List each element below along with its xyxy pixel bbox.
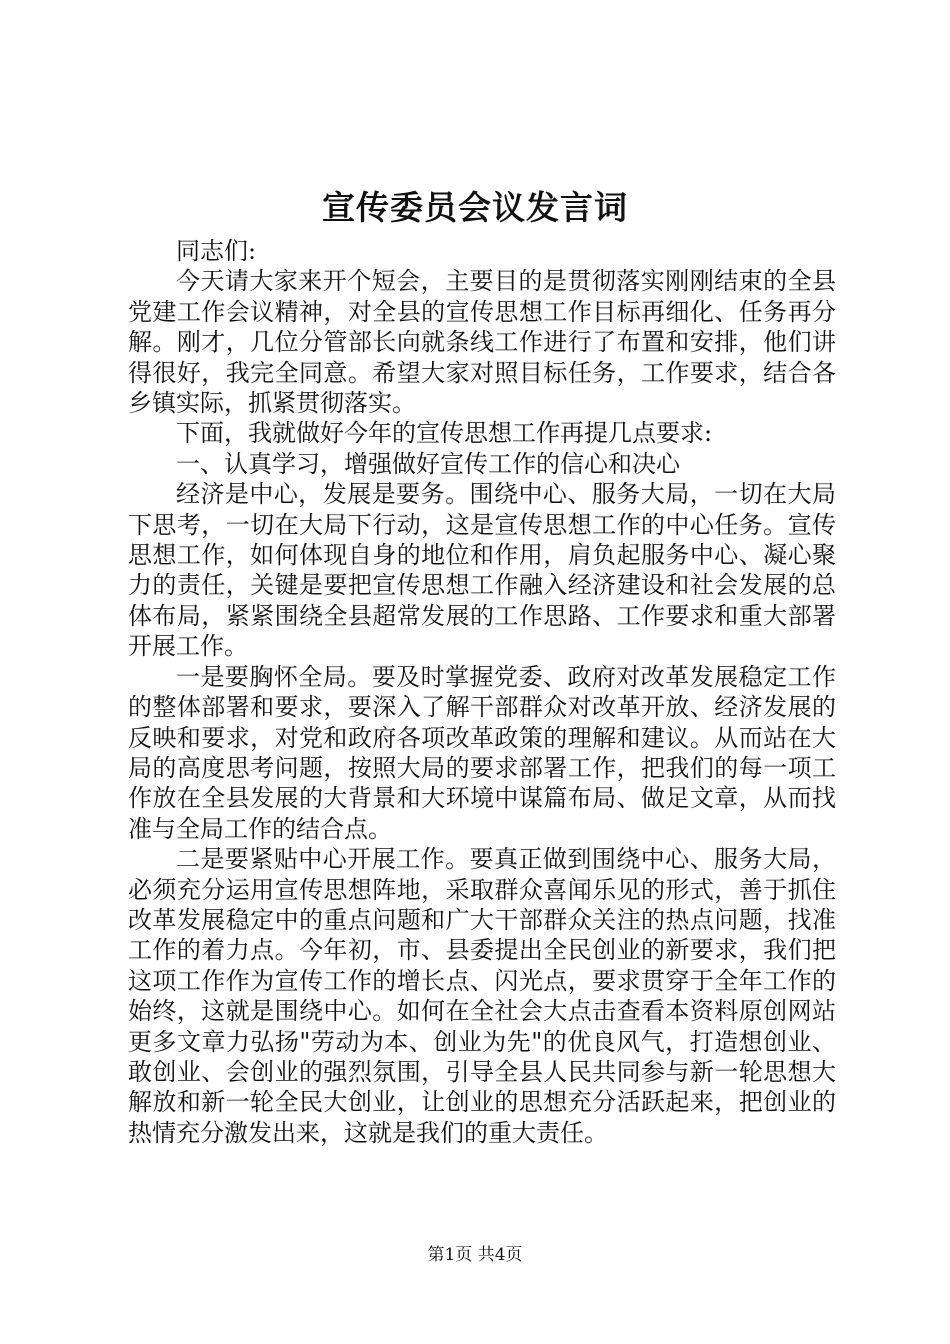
paragraph-center-work: 二是要紧贴中心开展工作。要真正做到围绕中心、服务大局，必须充分运用宣传思想阵地，采取群众喜闻乐见的形式，善于抓住改革发展稳定中的重点问题和广大干部群众关注的热点问题，找准工作的着力点。今年初，市、县委提出全民创业的新要求，我们把这项工作作为宣传工作的增长点、闪光点，要求贯穿于全年工作的始终，这就是围绕中心。如何在全社会大点击查看本资料原创网站更多文章力弘扬"劳动为本、创业为先"的优良风气，打造想创业、敢创业、会创业的强烈氛围，引导全县人民共同参与新一轮思想大解放和新一轮全民大创业，让创业的思想充分活跃起来，把创业的热情充分激发出来，这就是我们的重大责任。: [128, 845, 836, 1147]
paragraph-salutation: 同志们:: [176, 237, 257, 265]
document-body: [128, 236, 836, 1148]
paragraph-overall-view: 一是要胸怀全局。要及时掌握党委、政府对改革发展稳定工作的整体部署和要求，要深入了解干部群众对改革开放、经济发展的反映和要求，对党和政府各项改革政策的理解和建议。从而站在大局的高度思考问题，按照大局的要求部署工作，把我们的每一项工作放在全县发展的大背景和大环境中谋篇布局、做足文章，从而找准与全局工作的结合点。: [128, 662, 836, 843]
page-number-footer: 第1页 共4页: [427, 1245, 523, 1265]
paragraph-economy-center: 经济是中心，发展是要务。围绕中心、服务大局，一切在大局下思考，一切在大局下行动，这是宣传思想工作的中心任务。宣传思想工作，如何体现自身的地位和作用，肩负起服务中心、凝心聚力的责任，关键是要把宣传思想工作融入经济建设和社会发展的总体布局，紧紧围绕全县超常发展的工作思路、工作要求和重大部署开展工作。: [128, 480, 836, 661]
paragraph-requirements-lead: 下面，我就做好今年的宣传思想工作再提几点要求:: [176, 419, 713, 448]
document-title: 宣传委员会议发言词: [322, 188, 628, 227]
section-heading-1: 一、认真学习，增强做好宣传工作的信心和决心: [176, 449, 680, 478]
paragraph-intro: 今天请大家来开个短会，主要目的是贯彻落实刚刚结束的全县党建工作会议精神，对全县的宣传思想工作目标再细化、任务再分解。刚才，几位分管部长向就条线工作进行了布置和安排，他们讲得很好，我完全同意。希望大家对照目标任务，工作要求，结合各乡镇实际，抓紧贯彻落实。: [128, 267, 836, 418]
